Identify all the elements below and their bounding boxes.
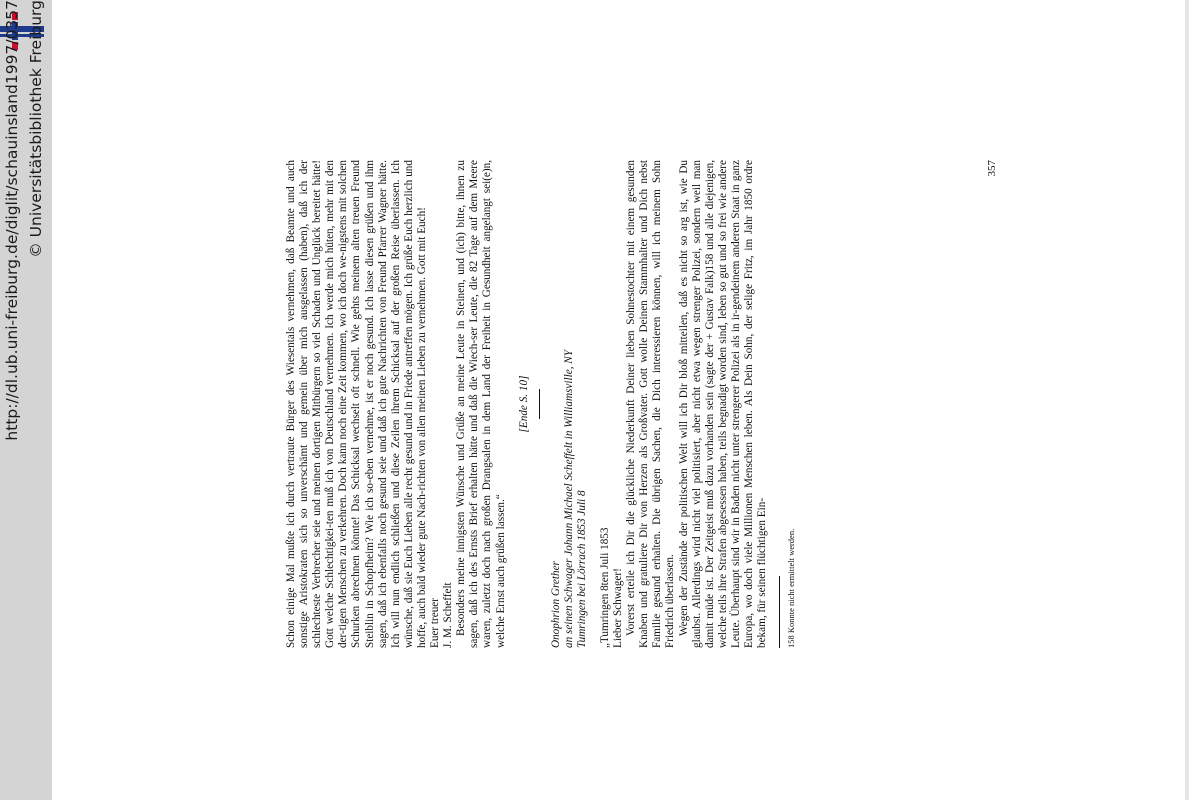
body-paragraph: Schon einige Mal mußte ich durch vertraute Bürger des Wiesentals vernehmen, daß Beamte und auch sonstige Aristokraten sich so unverschämt und gemein über mich ausgelassen (haben), daß ich der schlechteste Verbrecher seie und meinen dortigen Mitbürgern so viel Schaden und Unglück bereitet hätte! Gott welche Schlechtigkei-ten muß ich von Deutschland vernehmen. Ich werde mich hüten, mehr mit den der-tigen Menschen zu verkehren. Doch kann noch eine Zeit kommen, wo ich doch we-nigstens mit solchen Schurken abrechnen könnte! Das Schicksal wechselt oft schnell. Wie gehts meinem alten treuen Freund Steiblin in Schopfheim? Wie ich so-eben vernehme, ist er noch gesund. Ich lasse diesen grüßen und ihm sagen, daß ich ebenfalls noch gesund seie und daß ich gute Nachrichten von Freund Pfarrer Wagner hätte. Ich will nun endlich schließen und diese Zeilen ihrem Schicksal auf der großen Reise überlassen. Ich wünsche, daß sie Euch Lieben alle recht gesund und in Friede antreffen mögen. Ich grüße Euch herzlich und hoffe, auch bald wieder gute Nach-richten von allen meinen Lieben zu vernehmen. Gott mit Euch! (285, 160, 428, 648)
signature-line: J. M. Scheffelt (442, 582, 455, 648)
page-body (285, 160, 1005, 648)
letter-date-line: „Tumringen 8ten Juli 1853 (598, 527, 611, 648)
copyright-notice: © Universitätsbibliothek Freiburg (27, 0, 45, 258)
closing-line: Euer treuer (429, 598, 442, 648)
letter-paragraph: Wegen der Zustände der politischen Welt will ich Dir bloß mitteilen, daß es nicht so arg ist, wie Du glaubst. Allerdings wird nicht viel politisiert, aber nicht etwa wegen strenger Polizei, sondern weil man damit müde ist. Der Zeitgeist muß dazu vorhanden sein (sagte der + Gustav Falk)158 und alle diejenigen, welche teils ihre Strafen abgesessen haben, teils begnadigt worden sind, leben so gut und so frei wie andere Leute. Überhaupt sind wir in Baden nicht unter strengerer Polizei als in ir-gendeinem anderen Staat in ganz Europa, wo doch viele Millionen Menschen leben. Als Dein Sohn, der selige Fritz, im Jahr 1850 ordre bekam, für seinen flüchtigen Ein- (677, 160, 769, 648)
postscript-paragraph: Besonders meine innigsten Wünsche und Grüße an meine Leute in Steinen, und (ich) bitte, ihnen zu sagen, daß ich des Ernsts Brief erhalten hätte und daß die Wiech-ser Leute, die 82 Tage auf dem Meere waren, zuletzt doch nach großen Drangsalen in dem Land der Freiheit in Gesundheit angelangt sei(e)n, welche Ernst auch grüßen lassen.“ (455, 160, 507, 648)
footnote-rule (779, 576, 780, 648)
rotated-page-content (285, 160, 1005, 648)
end-marker: [Ende S. 10] (517, 375, 530, 433)
letter-heading: Onophrion Grether (549, 561, 562, 648)
spacer (589, 160, 599, 648)
letter-paragraph: Vorerst erteile ich Dir die glückliche Niederkunft Deiner lieben Sohnestochter mit einem gesunden Knaben und gratuliere Dir von Herzen als Großvater. Gott wolle Deinen Stammhalter und Dich nebst Familie gesund erhalten. Die übrigen Sachen, die Dich interessieren können, will ich meinem Sohn Friedrich überlassen. (625, 160, 677, 648)
letter-heading: an seinen Schwager Johann Michael Scheffelt in Williamsville, NY (562, 350, 575, 648)
letter-salutation: Lieber Schwager! (612, 568, 625, 648)
page-number: 357 (985, 160, 998, 177)
separator (539, 389, 540, 419)
letter-heading: Tumringen bei Lörrach 1853 Juli 8 (575, 490, 588, 648)
footnote: 158 Konnte nicht ermittelt werden. (786, 528, 797, 648)
page-text-block (285, 160, 1005, 648)
document-url[interactable]: http://dl.ub.uni-freiburg.de/diglit/schauinsland1997/0357 (3, 0, 21, 441)
